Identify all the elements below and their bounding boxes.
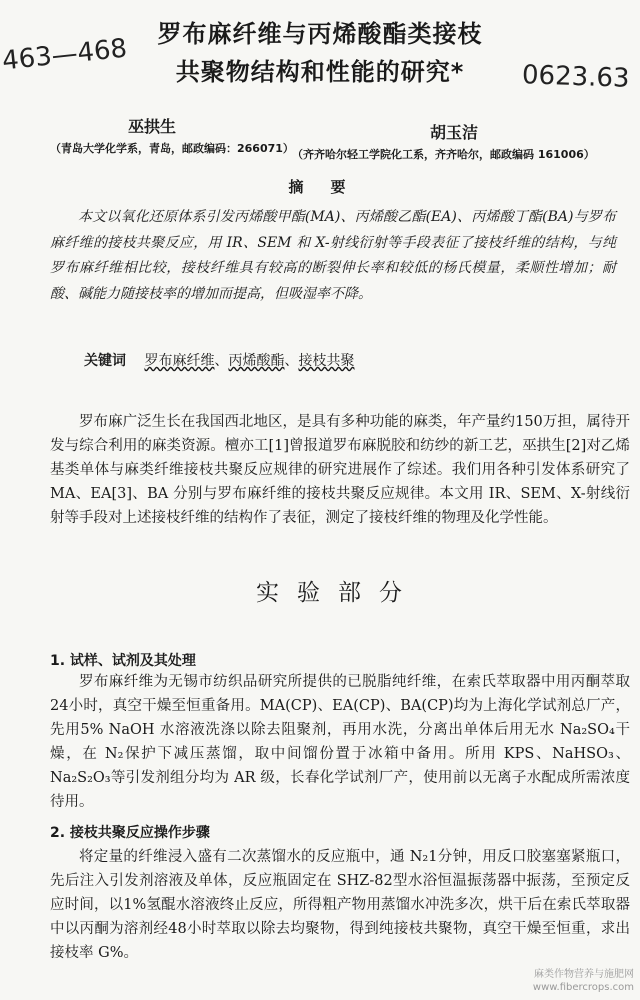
title-line-2: 共聚物结构和性能的研究* (175, 58, 465, 86)
keyword-item: 罗布麻纤维 (144, 353, 215, 369)
watermark-line-2: www.fibercrops.com (532, 982, 634, 993)
keywords-label: 关键词 (84, 353, 126, 369)
author-1-name: 巫拱生 (128, 117, 177, 136)
watermark (480, 968, 634, 994)
title-line-1: 罗布麻纤维与丙烯酸酯类接枝 (157, 20, 483, 48)
section-title: 实验部分 (256, 580, 420, 606)
handwritten-class-number: 0623.63 (521, 60, 631, 94)
abstract-heading: 摘 要 (288, 178, 352, 196)
author-2-affiliation: （齐齐哈尔轻工学院化工系，齐齐哈尔，邮政编码 161006） (292, 148, 595, 161)
keyword-item: 接枝共聚 (298, 353, 355, 369)
keyword-item: 丙烯酸酯 (228, 353, 285, 369)
subsection-1-text: 罗布麻纤维为无锡市纺织品研究所提供的已脱脂纯纤维，在索氏萃取器中用丙酮萃取24小时，真空干燥至恒重备用。MA(CP)、EA(CP)、BA(CP)均为上海化学试剂总厂产，先用5% NaOH 水溶液洗涤以除去阻聚剂，再用水洗，分离出单体后用无水 Na₂SO₄干燥，在 N₂保护下减压蒸馏，取中间馏份置于冰箱中备用。所用 KPS、NaHSO₃、Na₂S₂O₃等引发剂组分均为 AR 级，长春化学试剂厂产，使用前以无离子水配成所需浓度待用。 (50, 674, 630, 810)
subsection-1-heading: 1. 试样、试剂及其处理 (50, 653, 196, 669)
abstract-text: 本文以氧化还原体系引发丙烯酸甲酯(MA)、丙烯酸乙酯(EA)、丙烯酸丁酯(BA)与罗布麻纤维的接枝共聚反应，用 IR、SEM 和 X-射线衍射等手段表征了接枝纤维的结构，与纯罗布麻纤维相比较，接枝纤维具有较高的断裂伸长率和较低的杨氏模量，柔顺性增加；耐酸、碱能力随接枝率的增加而提高，但吸湿率不降。 (50, 209, 616, 302)
subsection-2-text: 将定量的纤维浸入盛有二次蒸馏水的反应瓶中，通 N₂1分钟，用反口胶塞塞紧瓶口，先后注入引发剂溶液及单体，反应瓶固定在 SHZ-82型水浴恒温振荡器中振荡，至预定反应时间，以1%氢醌水溶液终止反应，所得粗产物用蒸馏水冲洗多次，烘干后在索氏萃取器中以丙酮为溶剂经48小时萃取以除去均聚物，得到纯接枝共聚物，真空干燥至恒重，求出接枝率 G%。 (50, 849, 630, 961)
handwritten-page-range: 463—468 (0, 33, 129, 77)
author-1-affiliation: （青岛大学化学系，青岛，邮政编码：266071） (50, 142, 294, 155)
intro-paragraph: 罗布麻广泛生长在我国西北地区，是具有多种功能的麻类，年产量约150万担，属待开发与综合利用的麻类资源。檀亦工[1]曾报道罗布麻脱胶和纺纱的新工艺，巫拱生[2]对乙烯基类单体与麻类纤维接枝共聚反应规律的研究进展作了综述。我们用各种引发体系研究了 MA、EA[3]、BA 分别与罗布麻纤维的接枝共聚反应规律。本文用 IR、SEM、X-射线衍射等手段对上述接枝纤维的结构作了表征，测定了接枝纤维的物理及化学性能。 (50, 414, 630, 526)
watermark-line-1: 麻类作物营养与施肥网 (534, 969, 634, 980)
keywords: 关键词 罗布麻纤维、丙烯酸酯、接枝共聚 (84, 353, 355, 369)
subsection-2-heading: 2. 接枝共聚反应操作步骤 (50, 825, 210, 841)
author-2-name: 胡玉洁 (430, 123, 479, 142)
